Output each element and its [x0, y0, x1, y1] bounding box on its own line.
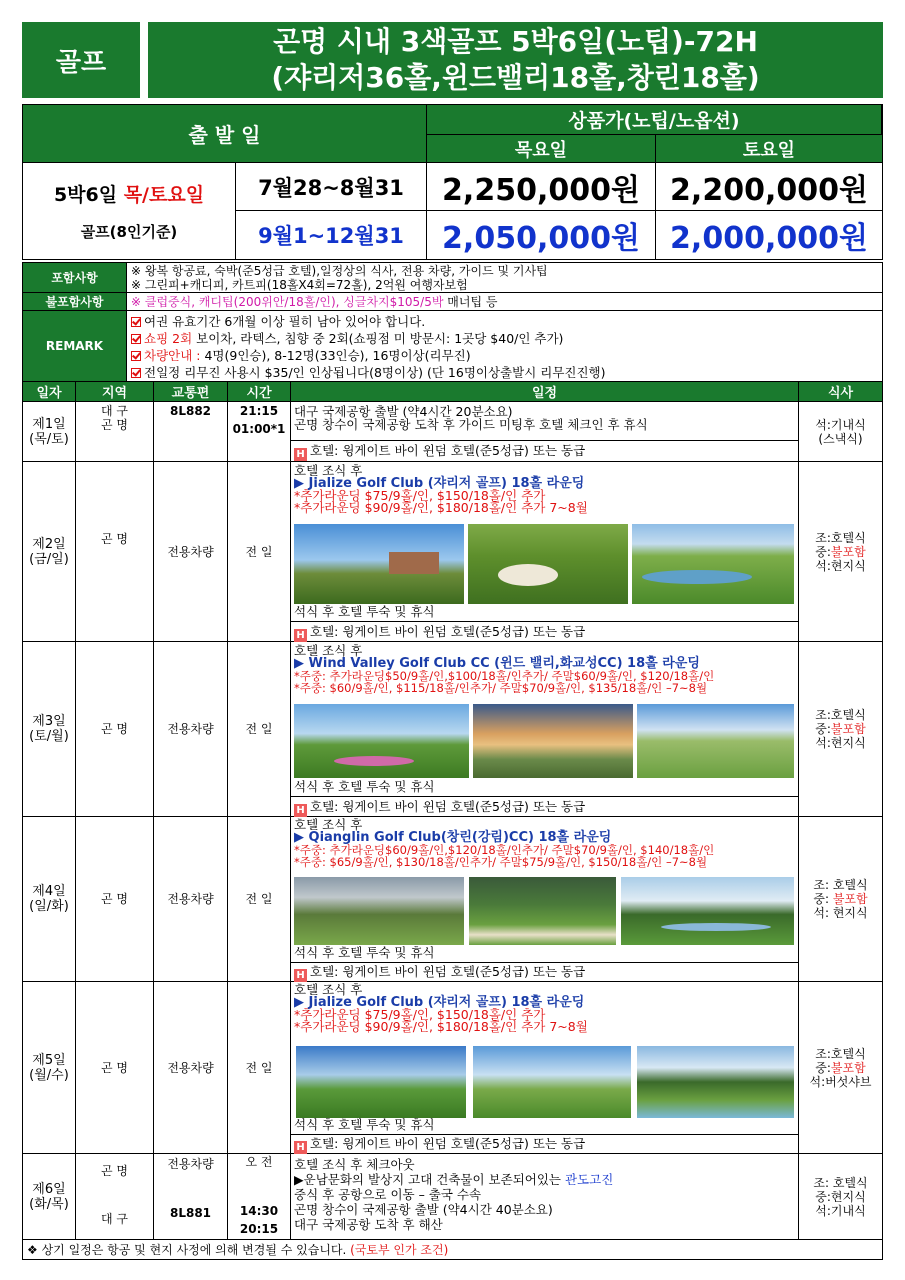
day-1-meal — [799, 402, 882, 462]
checkbox-icon — [131, 317, 141, 327]
day-2-extra-2: *추가라운딩 $90/9홀/인, $180/18홀/인 추가 7~8월 — [294, 500, 588, 515]
day-1-label — [23, 402, 76, 462]
info-section — [22, 262, 883, 382]
day-3-meal — [799, 642, 882, 817]
day-4-meal-3: 석: 현지식 — [813, 906, 868, 920]
day-1-hotel — [291, 440, 798, 460]
day-5-hotel-text: 호텔: 윙게이트 바이 윈덤 호텔(준5성급) 또는 동급 — [310, 1136, 586, 1151]
day-1-time — [228, 402, 291, 462]
day-6-line-2b: 관도고진 — [564, 1172, 614, 1187]
day-1-line-1: 대구 국제공항 출발 (약4시간 20분소요) — [294, 404, 513, 419]
day-6-label — [23, 1154, 76, 1240]
day-4-intro: 호텔 조식 후 — [294, 817, 363, 832]
sched-head-day — [23, 382, 76, 402]
day-5-meal-1: 조:호텔식 — [815, 1046, 866, 1061]
hotel-icon: H — [294, 804, 307, 817]
day-2-itinerary — [291, 462, 799, 642]
price-thu-1-value: 2,250,000원 — [442, 172, 640, 208]
excluded-label-text: 불포함사항 — [45, 295, 104, 309]
excluded-text — [127, 293, 882, 311]
day-2-meal-1: 조:호텔식 — [815, 530, 866, 545]
day-5-meal-3: 석:버섯샤브 — [809, 1074, 872, 1089]
duration-days: 목/토요일 — [123, 184, 205, 206]
day-5-day: 제5일 — [32, 1052, 66, 1068]
day-6-transport-1: 전용차량 — [167, 1157, 214, 1171]
remark-2-text: 보이차, 라텍스, 침향 중 2회(쇼핑점 미 방문시: 1곳당 $40/인 추가) — [192, 331, 564, 346]
footer-note-red: (국토부 인가 조건) — [350, 1243, 449, 1257]
day-2-label — [23, 462, 76, 642]
sched-head-itinerary — [291, 382, 799, 402]
water-shape — [642, 570, 752, 584]
day-1-time-1: 21:15 — [239, 404, 279, 418]
hotel-icon: H — [294, 448, 307, 461]
day-3-meal-2b: 불포함 — [830, 722, 866, 736]
day-5-region-text: 곤 명 — [101, 1060, 128, 1075]
golf-course-photo — [296, 1046, 466, 1118]
day-6-transport — [154, 1154, 228, 1240]
day-2-meal-2b: 불포함 — [830, 544, 866, 559]
day-1-time-2: 01:00*1 — [232, 422, 286, 436]
day-3-transport — [154, 642, 228, 817]
day-3-hotel — [291, 796, 798, 816]
day-4-time — [228, 817, 291, 982]
day-5-itinerary — [291, 982, 799, 1154]
price-header — [427, 105, 882, 135]
day-6-meal-1: 조: 호텔식 — [813, 1175, 868, 1190]
day-2-day: 제2일 — [32, 536, 66, 552]
day-6-line-3: 중식 후 공항으로 이동 – 출국 수속 — [294, 1187, 482, 1202]
day-4-after: 석식 후 호텔 투숙 및 휴식 — [294, 945, 435, 960]
checkbox-icon — [131, 334, 141, 344]
day-3-intro: 호텔 조식 후 — [294, 643, 363, 658]
day-3-label — [23, 642, 76, 817]
remark-line-3 — [131, 347, 882, 364]
day-5-extra-1: *추가라운딩 $75/9홀/인, $150/18홀/인 추가 — [294, 1007, 546, 1022]
day-5-hotel — [291, 1134, 798, 1153]
day-1-hotel-text: 호텔: 윙게이트 바이 윈덤 호텔(준5성급) 또는 동급 — [310, 443, 586, 458]
price-sat-2 — [656, 211, 882, 259]
day-6-time — [228, 1154, 291, 1240]
remark-3-red: 차량안내 : — [144, 348, 201, 363]
price-label: 상품가(노팁/노옵션) — [568, 110, 740, 132]
day-1-line-2: 곤명 창수이 국제공항 도착 후 가이드 미팅후 호텔 체크인 후 휴식 — [294, 417, 648, 432]
included-text — [127, 263, 882, 293]
remark-text — [127, 311, 882, 381]
day-5-time — [228, 982, 291, 1154]
day-6-line-2 — [291, 1172, 798, 1187]
price-sat-1-value: 2,200,000원 — [670, 172, 868, 208]
day-4-meal-2a: 중: — [813, 892, 833, 906]
day-2-meal-2a: 중: — [815, 544, 831, 559]
price-sat-1 — [656, 163, 882, 211]
included-label-text: 포함사항 — [51, 271, 98, 285]
day-2-meal-2 — [815, 545, 865, 559]
golf-course-photo — [294, 704, 469, 778]
day-3-meal-2a: 중: — [815, 722, 831, 736]
price-table — [22, 104, 883, 260]
day-1-region-1: 대 구 — [101, 404, 128, 418]
day-3-time-text: 전 일 — [245, 722, 273, 736]
day-2-hotel — [291, 621, 798, 641]
golf-course-photo — [468, 524, 628, 604]
day-2-transport-text: 전용차량 — [167, 544, 214, 559]
day-3-extra-1: *주중: 추가라운딩$50/9홀/인,$100/18홀/인추가/ 주말$60/9홀/인, $120/18홀/인 — [294, 669, 715, 683]
day-3-meal-1: 조:호텔식 — [815, 708, 866, 722]
day-4-region — [76, 817, 154, 982]
day-3-after: 석식 후 호텔 투숙 및 휴식 — [294, 779, 435, 794]
day-3-hotel-text: 호텔: 윙게이트 바이 윈덤 호텔(준5성급) 또는 동급 — [310, 799, 586, 814]
day-2-time — [228, 462, 291, 642]
day-3-day: 제3일 — [32, 714, 66, 729]
price-thu-2-value: 2,050,000원 — [442, 221, 640, 256]
period-1: 7월28~8월31 — [258, 175, 404, 200]
day-4-meal-2b: 불포함 — [832, 892, 868, 906]
footer-note-text: ❖ 상기 일정은 항공 및 현지 사정에 의해 변경될 수 있습니다. — [27, 1243, 351, 1257]
water-shape — [661, 923, 771, 931]
day-6-region-2: 대 구 — [101, 1212, 128, 1226]
day-5-meal-2b: 불포함 — [830, 1060, 866, 1075]
title-line-2: (쟈리저36홀,윈드밸리18홀,창린18홀) — [271, 61, 760, 94]
col-sat-label: 토요일 — [742, 139, 796, 161]
period-row-1 — [236, 163, 427, 211]
period-row-2 — [236, 211, 427, 259]
day-3-region-text: 곤 명 — [101, 722, 128, 736]
sched-head-region-text: 지역 — [101, 386, 128, 401]
price-thu-2 — [427, 211, 656, 259]
sched-head-meal-text: 식사 — [827, 386, 854, 401]
day-5-meal-2 — [815, 1061, 865, 1075]
day-1-meal-2: (스낵식) — [818, 431, 863, 446]
sched-head-transport — [154, 382, 228, 402]
golf-course-photo — [473, 1046, 631, 1118]
remark-line-1 — [131, 313, 882, 330]
day-5-transport-text: 전용차량 — [167, 1060, 214, 1075]
day-6-line-1: 호텔 조식 후 체크아웃 — [294, 1157, 415, 1172]
remark-label — [23, 311, 127, 381]
col-thu-label: 목요일 — [514, 139, 568, 161]
day-4-transport-text: 전용차량 — [167, 892, 214, 906]
day-5-label — [23, 982, 76, 1154]
day-5-transport — [154, 982, 228, 1154]
day-1-day: 제1일 — [32, 416, 66, 432]
golf-course-photo — [469, 877, 616, 945]
day-1-flight: 8L882 — [169, 404, 212, 418]
included-label — [23, 263, 127, 293]
day-4-dow: (일/화) — [29, 899, 69, 914]
day-2-meal — [799, 462, 882, 642]
bunker-shape — [498, 564, 558, 586]
day-2-intro: 호텔 조식 후 — [294, 463, 363, 478]
day-4-label — [23, 817, 76, 982]
excluded-label — [23, 293, 127, 311]
sched-head-itinerary-text: 일정 — [531, 386, 558, 401]
schedule-table — [22, 382, 883, 1260]
day-5-meal — [799, 982, 882, 1154]
remark-label-text: REMARK — [45, 339, 104, 353]
day-5-extra-2: *추가라운딩 $90/9홀/인, $180/18홀/인 추가 7~8월 — [294, 1019, 588, 1034]
flowers-shape — [334, 756, 414, 766]
sched-head-time-text: 시간 — [246, 386, 272, 401]
sched-head-day-text: 일자 — [36, 386, 62, 401]
hotel-icon: H — [294, 1141, 307, 1154]
day-3-meal-3: 석:현지식 — [815, 736, 866, 750]
day-6-line-4: 곤명 창수이 국제공항 출발 (약4시간 40분소요) — [294, 1202, 553, 1217]
day-3-extra-2: *주중: $60/9홀/인, $115/18홀/인추가/ 주말$70/9홀/인, $135/18홀/인 –7~8월 — [294, 681, 708, 695]
included-line-1: ※ 왕복 항공료, 숙박(준5성급 호텔),일정상의 식사, 전용 차량, 가이드 및 기사팁 — [131, 264, 548, 278]
day-6-time-3: 20:15 — [239, 1222, 279, 1236]
day-6-time-1: 오 전 — [245, 1155, 273, 1169]
excluded-plain: 매너팁 등 — [443, 295, 498, 309]
day-6-transport-2: 8L881 — [169, 1206, 212, 1220]
day-5-meal-2a: 중: — [815, 1060, 831, 1075]
day-5-golf: ▶ Jialize Golf Club (쟈리저 골프) 18홀 라운딩 — [294, 995, 585, 1010]
category-label: 골프 — [55, 47, 107, 78]
price-thu-1 — [427, 163, 656, 211]
day-6-itinerary — [291, 1154, 799, 1240]
sched-head-transport-text: 교통편 — [171, 386, 210, 401]
title-line-1: 곤명 시내 3색골프 5박6일(노팁)-72H — [273, 25, 758, 58]
remark-line-2 — [131, 330, 882, 347]
day-4-golf: ▶ Qianglin Golf Club(창린(강림)CC) 18홀 라운딩 — [294, 830, 612, 845]
page-title — [148, 22, 883, 98]
day-4-hotel — [291, 962, 798, 981]
day-2-region-text: 곤 명 — [101, 532, 128, 546]
day-3-meal-2 — [815, 722, 865, 736]
remark-2-red: 쇼핑 2회 — [144, 331, 193, 346]
day-4-meal-1: 조: 호텔식 — [813, 878, 868, 892]
day-1-meal-1: 석:기내식 — [815, 417, 866, 432]
day-5-dow: (월/수) — [29, 1067, 69, 1083]
day-1-dow: (목/토) — [29, 431, 69, 447]
day-5-time-text: 전 일 — [245, 1060, 273, 1075]
duration-prefix: 5박6일 — [53, 184, 124, 206]
day-2-region — [76, 462, 154, 642]
day-3-time — [228, 642, 291, 817]
golf-course-photo — [294, 877, 464, 945]
day-4-itinerary — [291, 817, 799, 982]
footer-note — [27, 1242, 877, 1258]
excluded-colored: ※ 클럽중식, 캐디팁(200위안/18홀/인), 싱글차지$105/5박 — [131, 295, 444, 309]
day-4-day: 제4일 — [32, 884, 66, 899]
checkbox-icon — [131, 368, 141, 378]
day-4-hotel-text: 호텔: 윙게이트 바이 윈덤 호텔(준5성급) 또는 동급 — [310, 964, 586, 979]
remark-3-text: 4명(9인승), 8-12명(33인승), 16명이상(리무진) — [200, 348, 471, 363]
remark-1-text: 여권 유효기간 6개월 이상 필히 남아 있어야 합니다. — [144, 314, 426, 329]
remark-line-4 — [131, 364, 882, 381]
col-sat-header — [656, 135, 882, 163]
day-4-time-text: 전 일 — [245, 892, 273, 906]
hotel-icon: H — [294, 969, 307, 982]
golf-course-photo — [294, 524, 464, 604]
period-2: 9월1~12월31 — [258, 224, 404, 248]
clubhouse-shape — [389, 552, 439, 574]
day-4-region-text: 곤 명 — [101, 892, 128, 906]
checkbox-icon — [131, 351, 141, 361]
golf-course-photo — [632, 524, 794, 604]
col-thu-header — [427, 135, 656, 163]
day-6-line-5: 대구 국제공항 도착 후 해산 — [294, 1217, 443, 1232]
day-6-meal — [799, 1154, 882, 1240]
day-4-extra-2: *주중: $65/9홀/인, $130/18홀/인추가/ 주말$75/9홀/인, $150/18홀/인 –7~8월 — [294, 855, 708, 869]
day-4-transport — [154, 817, 228, 982]
day-6-meal-2: 중:현지식 — [815, 1189, 866, 1204]
duration-cell — [23, 163, 236, 259]
golf-course-photo — [637, 1046, 794, 1118]
day-4-extra-1: *주중: 추가라운딩$60/9홀/인,$120/18홀/인추가/ 주말$70/9홀/인, $140/18홀/인 — [294, 843, 715, 857]
day-2-golf: ▶ Jialize Golf Club (쟈리저 골프) 18홀 라운딩 — [294, 476, 585, 491]
day-2-dow: (금/일) — [29, 551, 69, 567]
price-sat-2-value: 2,000,000원 — [670, 221, 868, 256]
sched-head-meal — [799, 382, 882, 402]
sched-head-time — [228, 382, 291, 402]
remark-4-text: 전일정 리무진 사용시 $35/인 인상됩니다(8명이상) (단 16명이상출발시 리무진진행) — [144, 365, 606, 380]
day-5-region — [76, 982, 154, 1154]
golf-course-photo — [637, 704, 794, 778]
day-5-after: 석식 후 호텔 투숙 및 휴식 — [294, 1117, 435, 1132]
day-6-region — [76, 1154, 154, 1240]
day-4-meal — [799, 817, 882, 982]
day-2-transport — [154, 462, 228, 642]
day-1-transport — [154, 402, 228, 462]
day-6-time-2: 14:30 — [239, 1204, 279, 1218]
category-badge — [22, 22, 140, 98]
golf-basis: 골프(8인기준) — [80, 223, 178, 241]
golf-course-photo — [621, 877, 794, 945]
day-5-intro: 호텔 조식 후 — [294, 982, 363, 997]
day-2-extra-1: *추가라운딩 $75/9홀/인, $150/18홀/인 추가 — [294, 488, 546, 503]
day-2-meal-3: 석:현지식 — [815, 558, 866, 573]
day-3-itinerary — [291, 642, 799, 817]
day-6-meal-3: 석:기내식 — [815, 1203, 866, 1218]
day-2-after: 석식 후 호텔 투숙 및 휴식 — [294, 604, 435, 619]
day-6-dow: (화/목) — [29, 1196, 69, 1212]
day-4-meal-2 — [813, 892, 867, 906]
day-3-golf: ▶ Wind Valley Golf Club CC (윈드 밸리,화교성CC) 18홀 라운딩 — [294, 656, 700, 671]
day-6-region-1: 곤 명 — [101, 1164, 128, 1178]
hotel-icon: H — [294, 629, 307, 642]
sched-head-region — [76, 382, 154, 402]
golf-course-photo — [473, 704, 633, 778]
departure-header — [23, 105, 427, 163]
day-6-day: 제6일 — [32, 1181, 66, 1197]
day-3-region — [76, 642, 154, 817]
day-1-itinerary — [291, 402, 799, 462]
included-line-2: ※ 그린피+캐디피, 카트피(18홀X4회=72홀), 2억원 여행자보험 — [131, 278, 468, 292]
day-2-time-text: 전 일 — [245, 544, 273, 559]
day-2-hotel-text: 호텔: 윙게이트 바이 윈덤 호텔(준5성급) 또는 동급 — [310, 624, 586, 639]
day-1-region — [76, 402, 154, 462]
day-3-dow: (토/월) — [29, 729, 69, 744]
day-6-line-2a: ▶운남문화의 발상지 고대 건축물이 보존되어있는 — [294, 1172, 565, 1187]
departure-label: 출 발 일 — [188, 123, 261, 147]
day-1-region-2: 곤 명 — [101, 418, 128, 432]
day-3-transport-text: 전용차량 — [167, 722, 214, 736]
